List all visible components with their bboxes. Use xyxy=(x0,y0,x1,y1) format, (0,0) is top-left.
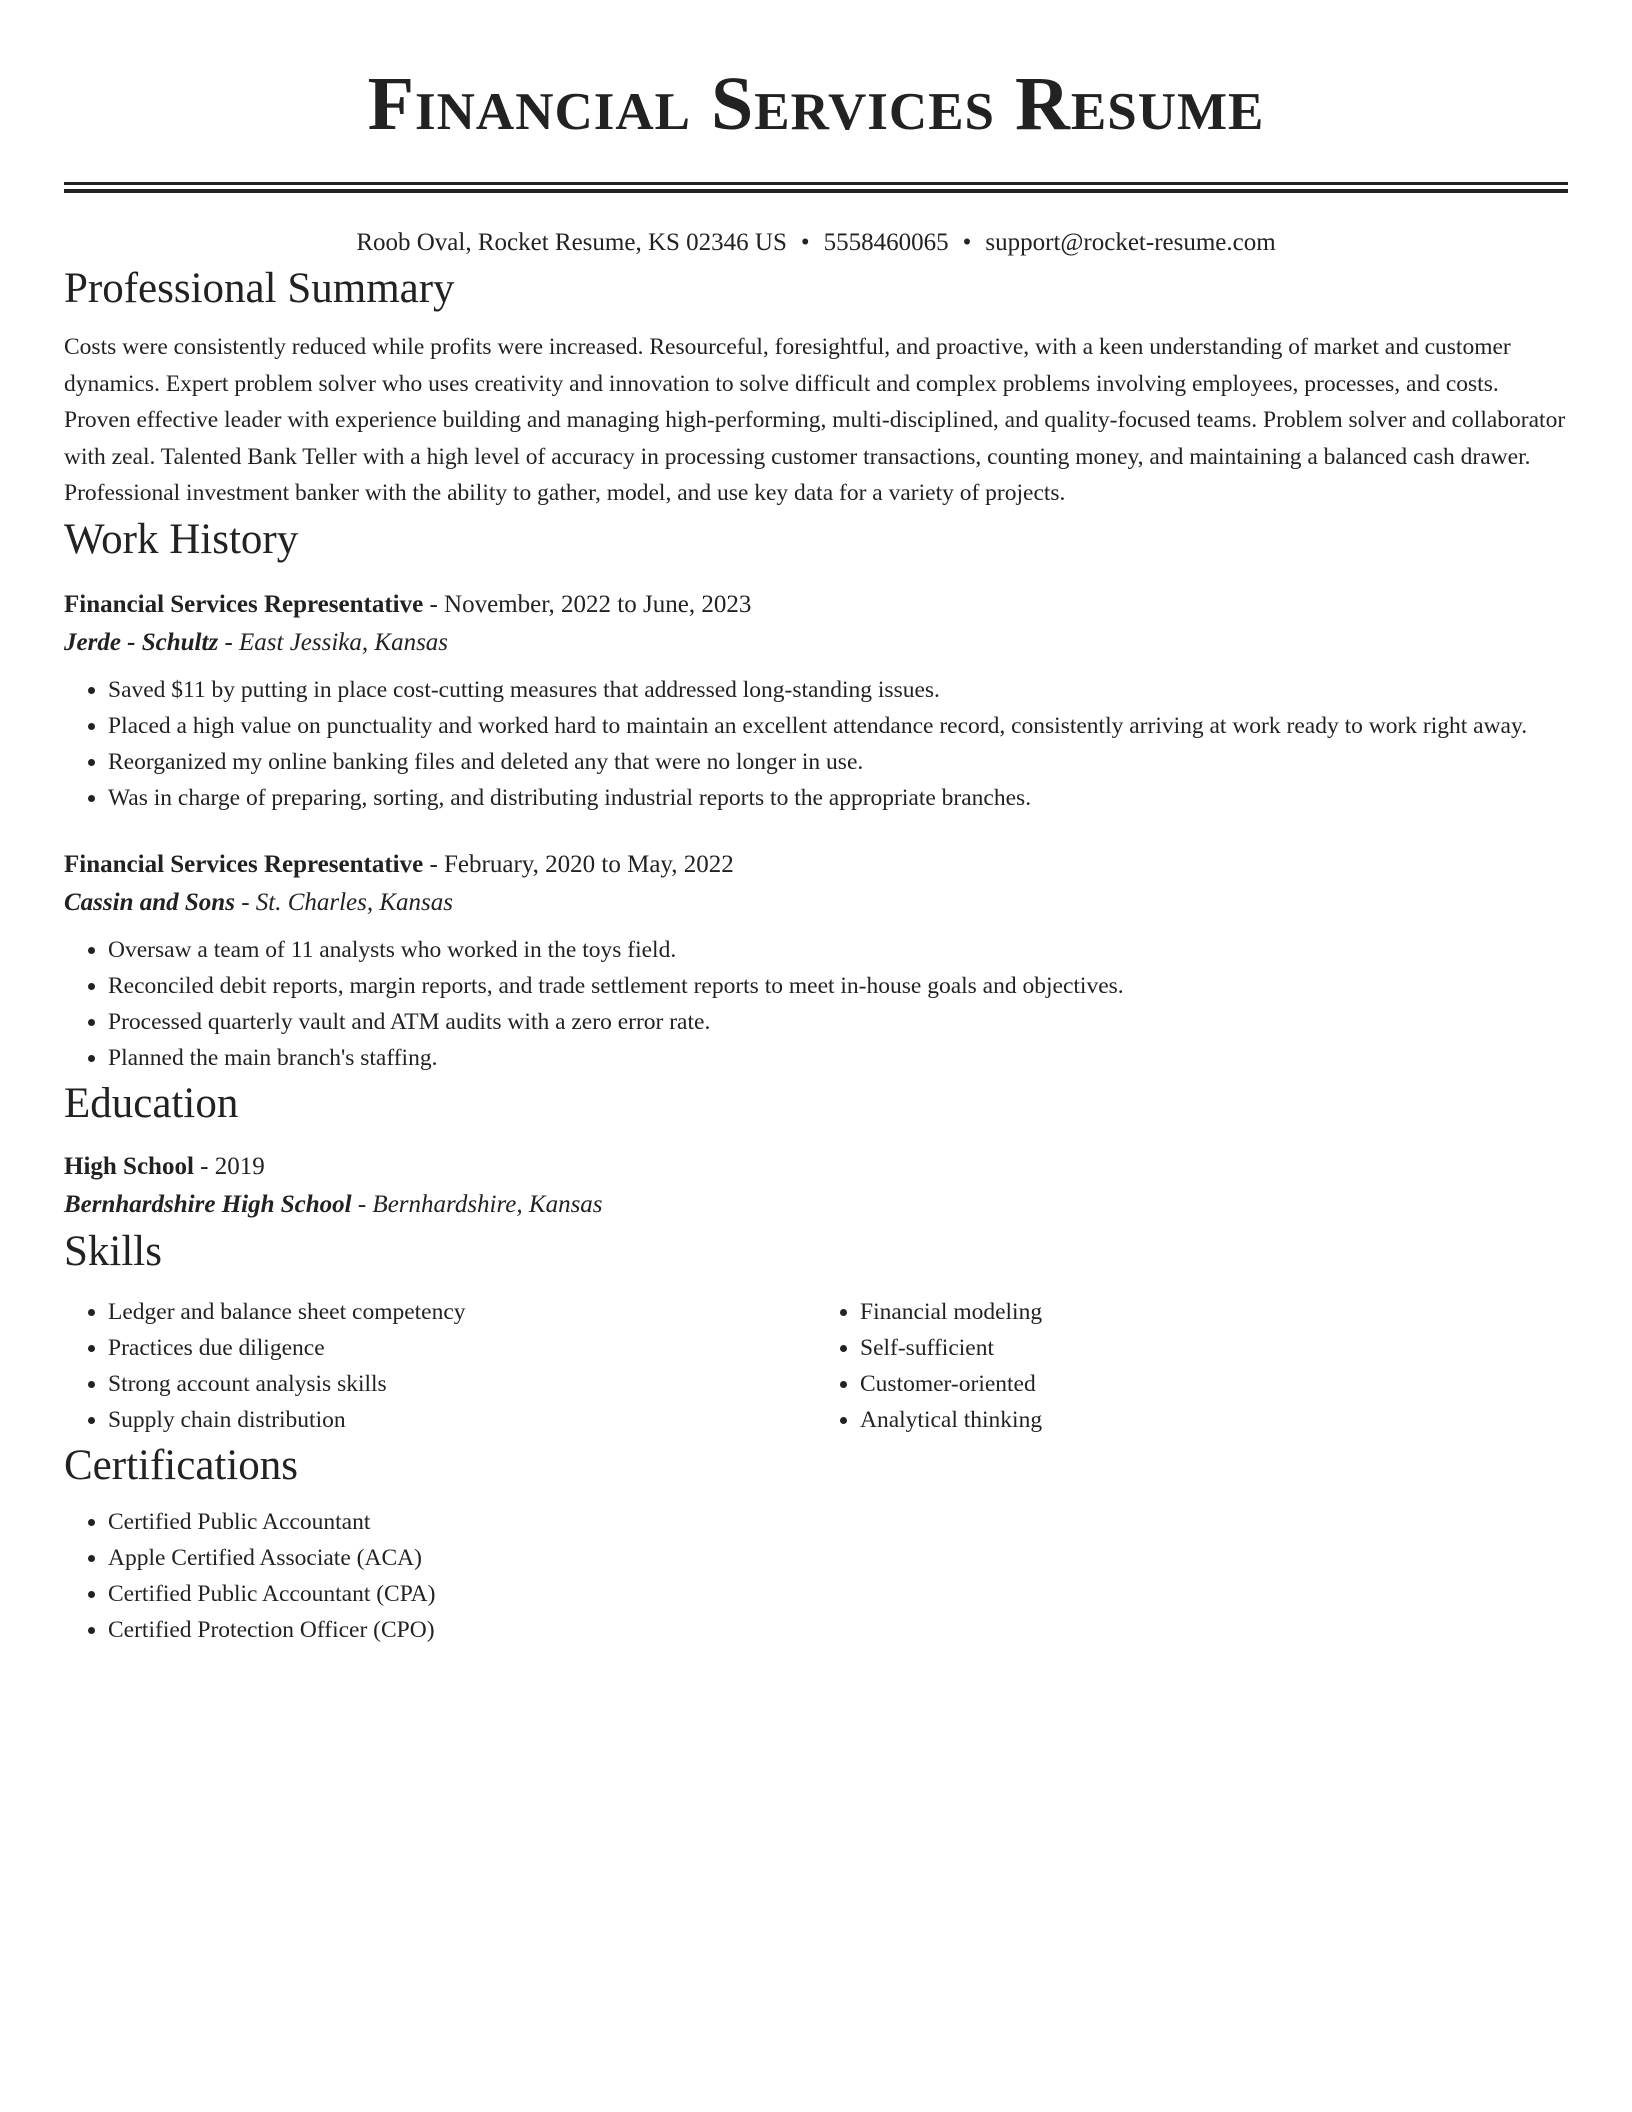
skill-item: • Financial modeling xyxy=(860,1294,1568,1330)
graduation-year: - 2019 xyxy=(193,1152,265,1180)
list-item: • Planned the main branch's staffing. xyxy=(108,1040,1568,1076)
list-item: • Saved $11 by putting in place cost-cutting measures that addressed long-standing issues. xyxy=(108,672,1568,708)
school-location: - Bernhardshire, Kansas xyxy=(351,1190,603,1218)
certification-item: • Certified Protection Officer (CPO) xyxy=(108,1612,1568,1648)
job-title: Financial Services Representative xyxy=(64,850,424,878)
company-line xyxy=(64,624,1568,662)
skills-heading: Skills xyxy=(64,1227,162,1275)
list-item: • Was in charge of preparing, sorting, and distributing industrial reports to the appropriate branches. xyxy=(108,780,1568,816)
company-location: - St. Charles, Kansas xyxy=(234,888,454,916)
school-line xyxy=(64,1186,1568,1224)
skill-item: • Ledger and balance sheet competency xyxy=(108,1294,816,1330)
education-entry xyxy=(64,1148,1568,1224)
certifications-heading: Certifications xyxy=(64,1441,299,1489)
list-item: • Placed a high value on punctuality and worked hard to maintain an excellent attendance record, consistently arriving at work ready to work right away. xyxy=(108,708,1568,744)
company-line xyxy=(64,884,1568,922)
contact-address: Roob Oval, Rocket Resume, KS 02346 US xyxy=(356,229,787,256)
list-item: • Reorganized my online banking files and deleted any that were no longer in use. xyxy=(108,744,1568,780)
work-history-heading: Work History xyxy=(64,515,299,563)
summary-text: Costs were consistently reduced while profits were increased. Resourceful, foresightful, and proactive, with a keen understanding of market and customer dynamics. Expert problem solver who uses creativity and innovation to solve difficult and complex problems involving employees, processes, and costs. Proven effective leader with experience building and managing high-performing, multi-disciplined, and quality-focused teams. Problem solver and collaborator with zeal. Talented Bank Teller with a high level of accuracy in processing customer transactions, counting money, and maintaining a balanced cash drawer. Professional investment banker with the ability to gather, model, and use key data for a variety of projects. xyxy=(64,334,1566,506)
school-name: Bernhardshire High School xyxy=(64,1190,352,1218)
job-entry xyxy=(64,586,1568,816)
job-dates: - February, 2020 to May, 2022 xyxy=(423,850,734,878)
summary-heading: Professional Summary xyxy=(64,265,455,312)
list-item: • Processed quarterly vault and ATM audits with a zero error rate. xyxy=(108,1004,1568,1040)
list-item: • Reconciled debit reports, margin reports, and trade settlement reports to meet in-house goals and objectives. xyxy=(108,968,1568,1004)
skill-item: • Strong account analysis skills xyxy=(108,1366,816,1402)
job-bullets xyxy=(64,932,1568,1076)
list-item: • Oversaw a team of 11 analysts who worked in the toys field. xyxy=(108,932,1568,968)
skills-column-right xyxy=(816,1294,1568,1438)
skills-column-left xyxy=(64,1294,816,1438)
company-name: Jerde - Schultz xyxy=(64,628,219,656)
job-title-line xyxy=(64,586,1568,624)
degree: High School xyxy=(64,1152,194,1180)
title-double-rule xyxy=(64,182,1568,193)
job-bullets xyxy=(64,672,1568,816)
job-dates: - November, 2022 to June, 2023 xyxy=(423,590,752,618)
certification-item: • Apple Certified Associate (ACA) xyxy=(108,1540,1568,1576)
skill-item: • Analytical thinking xyxy=(860,1402,1568,1438)
degree-line xyxy=(64,1148,1568,1186)
company-location: - East Jessika, Kansas xyxy=(218,628,449,656)
certification-item: • Certified Public Accountant xyxy=(108,1504,1568,1540)
job-title: Financial Services Representative xyxy=(64,590,424,618)
company-name: Cassin and Sons xyxy=(64,888,235,916)
certifications-list xyxy=(64,1504,1568,1648)
education-heading: Education xyxy=(64,1079,239,1127)
skill-item: • Self-sufficient xyxy=(860,1330,1568,1366)
contact-line xyxy=(64,225,1568,261)
skill-item: • Practices due diligence xyxy=(108,1330,816,1366)
skills-grid xyxy=(64,1294,1568,1438)
job-entry xyxy=(64,846,1568,1076)
contact-separator: • xyxy=(800,229,810,256)
job-title-line xyxy=(64,846,1568,884)
contact-email: support@rocket-resume.com xyxy=(985,229,1276,256)
contact-phone: 5558460065 xyxy=(823,229,949,256)
skill-item: • Customer-oriented xyxy=(860,1366,1568,1402)
contact-separator: • xyxy=(962,229,972,256)
resume-title: Financial Services Resume xyxy=(367,62,1265,146)
certification-item: • Certified Public Accountant (CPA) xyxy=(108,1576,1568,1612)
skill-item: • Supply chain distribution xyxy=(108,1402,816,1438)
